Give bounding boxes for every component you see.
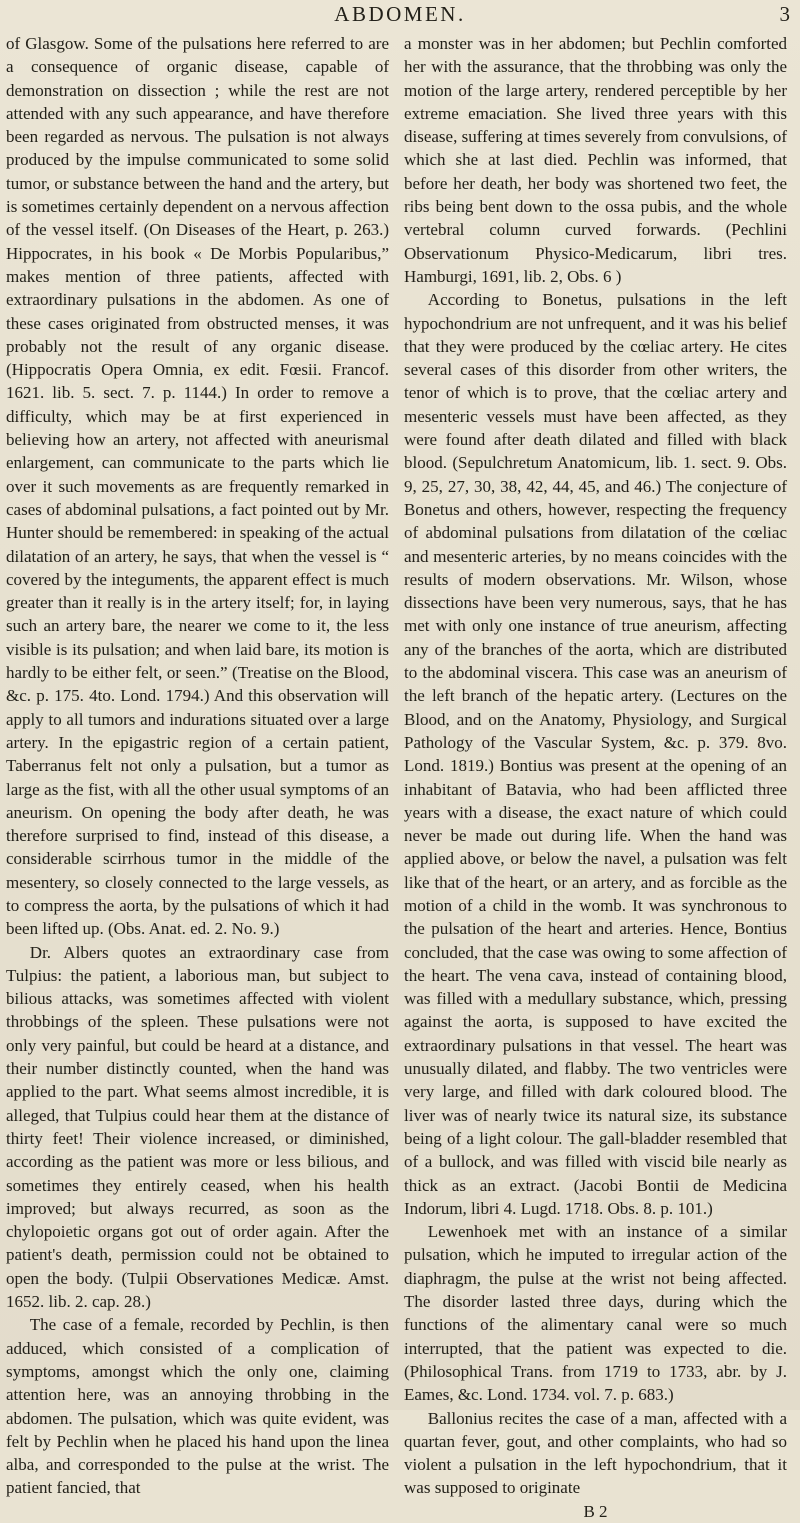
signature-mark: B 2	[583, 1501, 608, 1521]
running-title: ABDOMEN.	[334, 2, 466, 26]
page-header	[0, 0, 800, 30]
paragraph: Dr. Albers quotes an extraordinary case from Tulpius: the patient, a laborious man, but subject to bilious attacks, was sometimes affected with violent throbbings of the spleen. These pulsations were not only very painful, but could be heard at a distance, and their number distinctly counted, when the hand was applied to the part. What seems almost incredible, it is alleged, that Tulpius could hear them at the distance of thirty feet! Their violence increased, or diminished, according as the patient was more or less bilious, and sometimes they entirely ceased, when his health improved; but always recurred, as soon as the chylopoietic organs got out of order again. After the patient's death, permission could not be obtained to open the body. (Tulpii Observationes Medicæ. Amst. 1652. lib. 2. cap. 28.)	[6, 942, 389, 1312]
page-number: 3	[779, 2, 790, 26]
left-column	[6, 32, 389, 1498]
paragraph: of Glasgow. Some of the pulsations here referred to are a consequence of organic disease, capable of demonstration on dissection ; while the rest are not attended with any such appearance, and have therefore been regarded as nervous. The pulsation is not always produced by the impulse communicated to some solid tumor, or substance between the hand and the artery, but is sometimes certainly dependent on a nervous affection of the vessel itself. (On Diseases of the Heart, p. 263.) Hippocrates, in his book « De Morbis Popularibus,” makes mention of three patients, affected with extraordinary pulsations in the abdomen. As one of these cases originated from obstructed menses, it was probably not the result of any organic disease. (Hippocratis Opera Omnia, ex edit. Fœsii. Francof. 1621. lib. 5. sect. 7. p. 1144.) In order to remove a difficulty, which may be at first experienced in believing how an artery, not affected with aneurismal enlargement, can communicate to the parts which lie over it such movements as are frequently remarked in cases of abdominal pulsations, a fact pointed out by Mr. Hunter should be remembered: in speaking of the actual dilatation of an artery, he says, that when the vessel is “ covered by the integuments, the apparent effect is much greater than it really is in the artery itself; for, in laying such an artery bare, the nearer we come to it, the less visible is its pulsation; and when laid bare, its motion is hardly to be either felt, or seen.” (Treatise on the Blood, &c. p. 175. 4to. Lond. 1794.) And this observation will apply to all tumors and indurations situated over a large artery. In the epigastric region of a certain patient, Taberranus felt not only a pulsation, but a tumor as large as the fist, with all the other usual symptoms of an aneurism. On opening the body after death, he was therefore surprised to find, instead of this disease, a considerable scirrhous tumor in the middle of the mesentery, so closely connected to the large vessels, as to compress the aorta, by the pulsations of which it had been lifted up. (Obs. Anat. ed. 2. No. 9.)	[6, 34, 389, 939]
paragraph: The case of a female, recorded by Pechlin, is then adduced, which consisted of a complication of symptoms, amongst which the only one, claiming attention here, was an annoying throbbing in the abdomen. The pulsation, which was quite evident, was felt by Pechlin when he placed his hand upon the linea alba, and corresponded to the pulse at the wrist. The patient fancied, that	[6, 1315, 389, 1498]
paragraph: a monster was in her abdomen; but Pechlin comforted her with the assurance, that the throbbing was only the motion of the large artery, rendered perceptible by her extreme emaciation. She lived three years with this disease, suffering at times severely from convulsions, of which she at last died. Pechlin was informed, that before her death, her body was shortened two feet, the ribs being bent down to the ossa pubis, and the whole vertebral column curved forwards. (Pechlini Observationum Physico-Medicarum, libri tres. Hamburgi, 1691, lib. 2, Obs. 6 )	[404, 34, 787, 286]
paragraph: Ballonius recites the case of a man, affected with a quartan fever, gout, and other complaints, who had so violent a pulsation in the left hypochondrium, that it was supposed to originate	[404, 1408, 787, 1498]
paragraph: According to Bonetus, pulsations in the left hypochondrium are not unfrequent, and it was his belief that they were produced by the cœliac artery. He cites several cases of this disorder from other writers, the tenor of which is to prove, that the cœliac artery and mesenteric vessels must have been affected, as they were found after death dilated and filled with black blood. (Sepulchretum Anatomicum, lib. 1. sect. 9. Obs. 9, 25, 27, 30, 38, 42, 44, 45, and 46.) The conjecture of Bonetus and others, however, respecting the frequency of abdominal pulsations from dilatation of the cœliac and mesenteric arteries, by no means coincides with the results of modern observations. Mr. Wilson, whose dissections have been very numerous, says, that he has met with only one instance of true aneurism, affecting any of the branches of the aorta, which are distributed to the abdominal viscera. This case was an aneurism of the left branch of the hepatic artery. (Lectures on the Blood, and on the Anatomy, Physiology, and Surgical Pathology of the Vascular System, &c. p. 379. 8vo. Lond. 1819.) Bontius was present at the opening of an inhabitant of Batavia, who had been afflicted three years with a disease, the exact nature of which could never be made out during life. When the hand was applied above, or below the navel, a pulsation was felt like that of the heart, or an artery, and as forcible as the motion of a child in the womb. It was synchronous to the pulsation of the heart and arteries. Hence, Bontius concluded, that the case was owing to some affection of the heart. The vena cava, instead of containing blood, was filled with a medullary substance, which, pressing against the aorta, is supposed to have excited the extraordinary pulsations in that vessel. The heart was unusually dilated, and flabby. The two ventricles were very large, and filled with dark coloured blood. The liver was of nearly twice its natural size, its substance being of a light colour. The gall-bladder resembled that of a bullock, and was filled with viscid bile nearly as thick as an extract. (Jacobi Bontii de Medicina Indorum, libri 4. Lugd. 1718. Obs. 8. p. 101.)	[404, 290, 787, 1218]
paragraph: Lewenhoek met with an instance of a similar pulsation, which he imputed to irregular action of the diaphragm, the pulse at the wrist not being affected. The disorder lasted three days, during which the functions of the alimentary canal were so much interrupted, that the patient was expected to die. (Philosophical Trans. from 1719 to 1733, abr. by J. Eames, &c. Lond. 1734. vol. 7. p. 683.)	[404, 1222, 787, 1405]
right-column	[404, 32, 787, 1521]
